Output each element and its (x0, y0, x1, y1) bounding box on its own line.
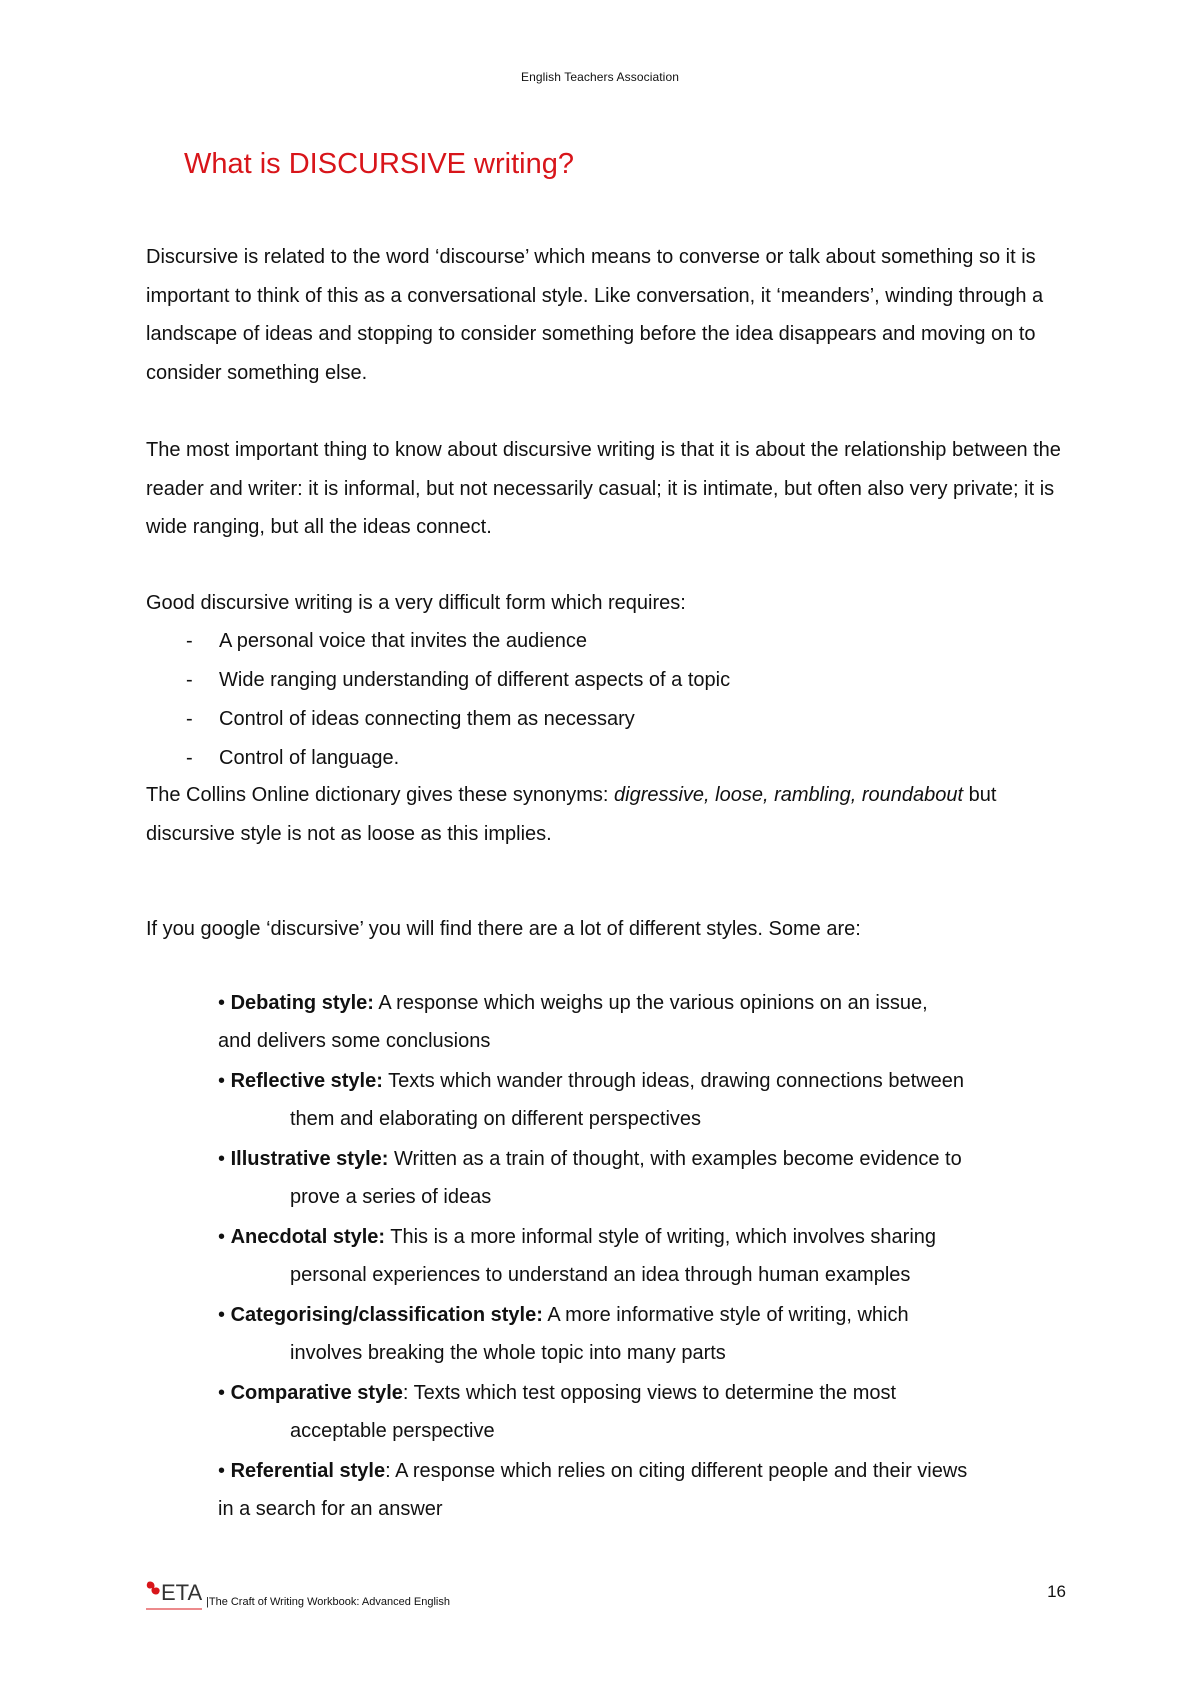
eta-logo-icon (146, 1578, 206, 1612)
bullet-marker: • (218, 1226, 226, 1248)
bullet-marker: • (218, 1304, 226, 1326)
bullet-marker: • (218, 992, 226, 1014)
footer-caption: |The Craft of Writing Workbook: Advanced English (206, 1596, 450, 1608)
relationship-paragraph: The most important thing to know about discursive writing is that it is about the relationship between the reader and writer: it is informal, but not necessarily casual; it is intimate, but often also very private; it is wide ranging, but all the ideas connect. (146, 439, 1061, 538)
list-item: - Wide ranging understanding of different aspects of a topic (186, 661, 730, 700)
dash-marker: - (186, 747, 193, 769)
page-footer (146, 1578, 1066, 1618)
bullet-marker: • (218, 1070, 226, 1092)
dash-marker: - (186, 708, 193, 730)
style-item-reflective: • Reflective style: Texts which wander through ideas, drawing connections between them and elaborating on different perspectives (218, 1070, 964, 1130)
style-item-comparative: • Comparative style: Texts which test opposing views to determine the most acceptable perspective (218, 1382, 897, 1442)
style-name: Comparative style (230, 1382, 403, 1404)
style-name: Illustrative style: (230, 1148, 389, 1170)
page-number: 16 (1047, 1582, 1066, 1601)
list-item: - Control of language. (186, 739, 730, 778)
style-name: Anecdotal style: (230, 1226, 386, 1248)
dash-marker: - (186, 630, 193, 652)
bullet-marker: • (218, 1382, 226, 1404)
bullet-marker: • (218, 1460, 226, 1482)
style-name: Reflective style: (230, 1070, 383, 1092)
dash-marker: - (186, 669, 193, 691)
style-name: Categorising/classification style: (230, 1304, 543, 1326)
style-item-illustrative: • Illustrative style: Written as a train of thought, with examples become evidence to prove a series of ideas (218, 1148, 962, 1208)
style-item-referential: • Referential style: A response which relies on citing different people and their views in a search for an answer (218, 1460, 968, 1520)
requirements-list (186, 622, 730, 778)
style-item-categorising: • Categorising/classification style: A more informative style of writing, which involves breaking the whole topic into many parts (218, 1304, 909, 1364)
synonyms-list: digressive, loose, rambling, roundabout (614, 784, 964, 806)
style-item-debating: • Debating style: A response which weighs up the various opinions on an issue, and delivers some conclusions (218, 992, 928, 1052)
bullet-marker: • (218, 1148, 226, 1170)
style-item-anecdotal: • Anecdotal style: This is a more informal style of writing, which involves sharing personal experiences to understand an idea through human examples (218, 1226, 937, 1286)
intro-paragraph: Discursive is related to the word ‘discourse’ which means to converse or talk about something so it is important to think of this as a conversational style. Like conversation, it ‘meanders’, winding through a landscape of ideas and stopping to consider something before the idea disappears and moving on to consider something else. (146, 246, 1044, 384)
requirements-intro: Good discursive writing is a very difficult form which requires: (146, 592, 686, 614)
synonyms-paragraph: The Collins Online dictionary gives these synonyms: digressive, loose, rambling, roundabout but discursive style is not as loose as this implies. (146, 784, 997, 845)
page-header: English Teachers Association (520, 70, 679, 84)
style-name: Referential style (230, 1460, 386, 1482)
list-item: - Control of ideas connecting them as necessary (186, 700, 730, 739)
styles-intro: If you google ‘discursive’ you will find there are a lot of different styles. Some are: (146, 918, 861, 940)
style-name: Debating style: (230, 992, 374, 1014)
styles-list (218, 984, 1088, 1530)
list-item: - A personal voice that invites the audience (186, 622, 730, 661)
page-title: What is DISCURSIVE writing? (184, 148, 574, 180)
logo-text: ETA (161, 1580, 203, 1605)
